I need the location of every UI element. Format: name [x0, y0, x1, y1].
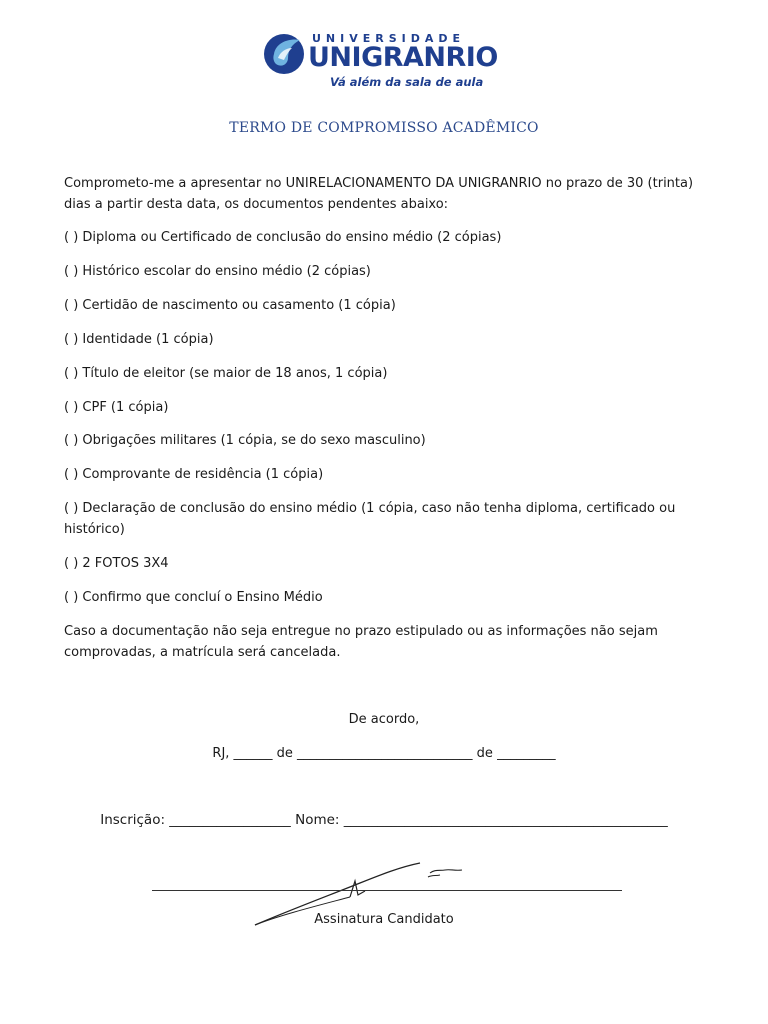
- document-title: TERMO DE COMPROMISSO ACADÊMICO: [229, 120, 539, 136]
- checklist-item: ( ) Certidão de nascimento ou casamento (1 cópia): [64, 298, 396, 313]
- checklist-item: ( ) Título de eleitor (se maior de 18 anos, 1 cópia): [64, 366, 388, 381]
- water-drop-icon: [262, 30, 310, 78]
- checklist-item: ( ) CPF (1 cópia): [64, 400, 169, 415]
- intro-paragraph: Comprometo-me a apresentar no UNIRELACIONAMENTO DA UNIGRANRIO no prazo de 30 (trinta) dias a partir desta data, os documentos pendentes abaixo:: [64, 176, 694, 212]
- signature-line: [152, 890, 622, 891]
- checklist-item: ( ) Comprovante de residência (1 cópia): [64, 467, 324, 482]
- checklist-item: ( ) Identidade (1 cópia): [64, 332, 214, 347]
- checklist-item: ( ) 2 FOTOS 3X4: [64, 556, 169, 571]
- logo-tagline: Vá além da sala de aula: [330, 75, 484, 89]
- checklist-item: ( ) Histórico escolar do ensino médio (2 cópias): [64, 264, 371, 279]
- university-logo: [262, 30, 512, 92]
- checklist-item: ( ) Confirmo que concluí o Ensino Médio: [64, 590, 323, 605]
- checklist-item: ( ) Obrigações militares (1 cópia, se do sexo masculino): [64, 433, 426, 448]
- logo-brand-text: UNIGRANRIO: [308, 42, 498, 73]
- logo-university-text: UNIVERSIDADE: [312, 32, 466, 45]
- checklist-item: ( ) Diploma ou Certificado de conclusão do ensino médio (2 cópias): [64, 230, 502, 245]
- registration-name-line: Inscrição: __________________ Nome: ________________________________________________: [100, 812, 668, 828]
- signature-label: Assinatura Candidato: [314, 912, 454, 927]
- warning-paragraph: Caso a documentação não seja entregue no prazo estipulado ou as informações não sejam comprovadas, a matrícula será cancelada.: [64, 624, 658, 660]
- date-line: RJ, ______ de ___________________________ de _________: [212, 746, 556, 761]
- agreement-text: De acordo,: [348, 712, 420, 727]
- checklist-item: ( ) Declaração de conclusão do ensino médio (1 cópia, caso não tenha diploma, certificado ou histórico): [64, 501, 676, 537]
